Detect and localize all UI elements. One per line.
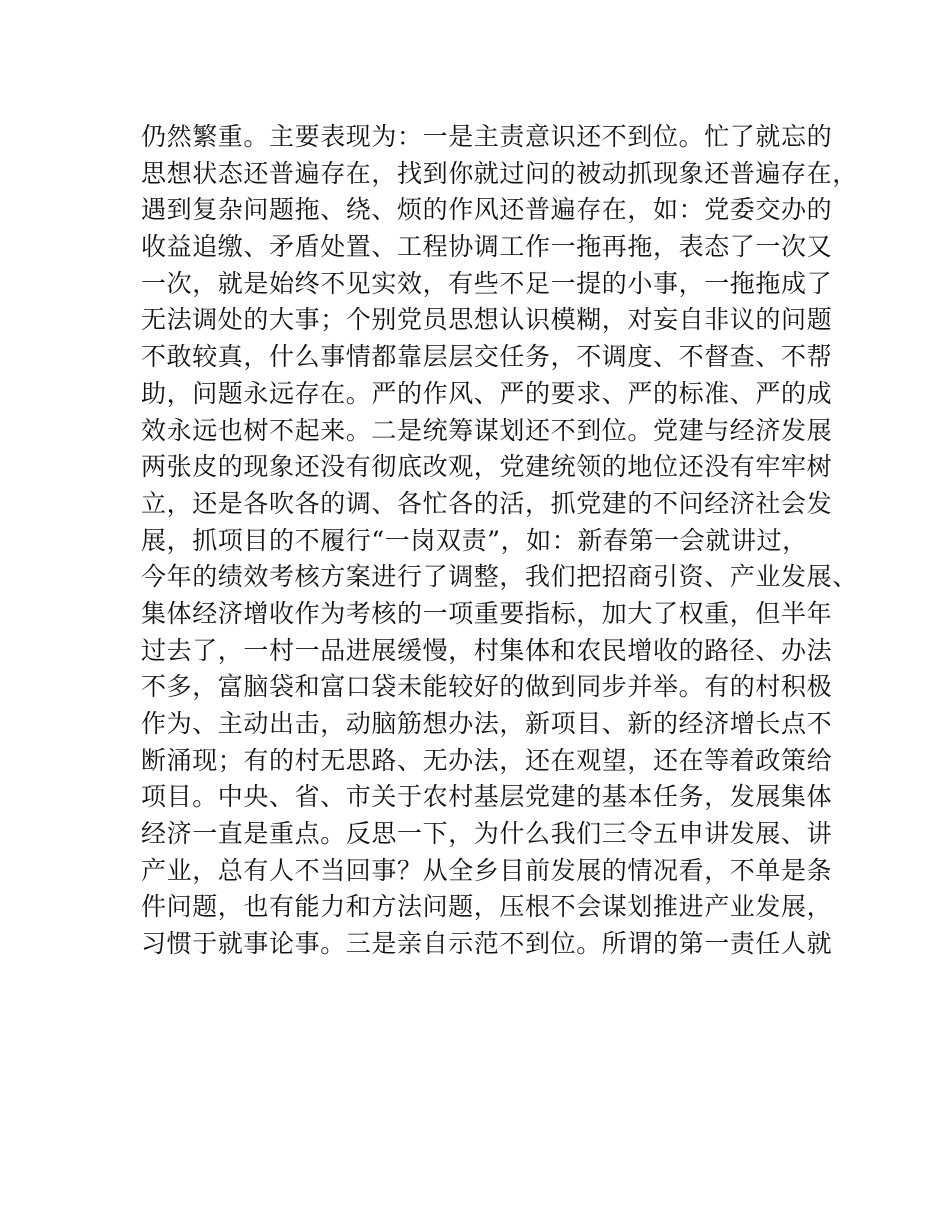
text-line: 今年的绩效考核方案进行了调整，我们把招商引资、产业发展、 bbox=[141, 562, 858, 592]
text-line: 立，还是各吹各的调、各忙各的活，抓党建的不问经济社会发 bbox=[141, 488, 833, 518]
text-line: 遇到复杂问题拖、绕、烦的作风还普遍存在，如：党委交办的 bbox=[141, 195, 833, 225]
text-line: 作为、主动出击，动脑筋想办法，新项目、新的经济增长点不 bbox=[141, 709, 833, 738]
text-line: 仍然繁重。主要表现为：一是主责意识还不到位。忙了就忘的 bbox=[141, 122, 833, 151]
text-line: 无法调处的大事；个别党员思想认识模糊，对妄自非议的问题 bbox=[141, 305, 833, 335]
text-line: 助，问题永远存在。严的作风、严的要求、严的标准、严的成 bbox=[141, 378, 833, 408]
body-text bbox=[141, 119, 858, 963]
text-line: 集体经济增收作为考核的一项重要指标，加大了权重，但半年 bbox=[141, 598, 833, 628]
text-line: 产业，总有人不当回事？从全乡目前发展的情况看，不单是条 bbox=[141, 855, 833, 885]
text-line: 收益追缴、矛盾处置、工程协调工作一拖再拖，表态了一次又 bbox=[141, 232, 833, 262]
text-line: 一次，就是始终不见实效，有些不足一提的小事，一拖拖成了 bbox=[141, 268, 833, 298]
text-line: 思想状态还普遍存在，找到你就过问的被动抓现象还普遍存在， bbox=[141, 158, 858, 188]
text-line: 过去了，一村一品进展缓慢，村集体和农民增收的路径、办法 bbox=[141, 635, 833, 665]
text-line: 件问题，也有能力和方法问题，压根不会谋划推进产业发展， bbox=[141, 892, 833, 922]
text-line: 断涌现；有的村无思路、无办法，还在观望，还在等着政策给 bbox=[141, 745, 833, 775]
text-line: 展，抓项目的不履行“一岗双责”，如：新春第一会就讲过， bbox=[141, 525, 808, 555]
text-line: 项目。中央、省、市关于农村基层党建的基本任务，发展集体 bbox=[141, 782, 833, 812]
text-line: 不多，富脑袋和富口袋未能较好的做到同步并举。有的村积极 bbox=[141, 672, 833, 702]
text-line: 习惯于就事论事。三是亲自示范不到位。所谓的第一责任人就 bbox=[141, 929, 833, 959]
text-line: 经济一直是重点。反思一下，为什么我们三令五申讲发展、讲 bbox=[141, 819, 833, 849]
text-line: 两张皮的现象还没有彻底改观，党建统领的地位还没有牢牢树 bbox=[141, 452, 833, 482]
text-line: 效永远也树不起来。二是统筹谋划还不到位。党建与经济发展 bbox=[141, 415, 833, 445]
text-line: 不敢较真，什么事情都靠层层交任务，不调度、不督查、不帮 bbox=[141, 342, 833, 372]
